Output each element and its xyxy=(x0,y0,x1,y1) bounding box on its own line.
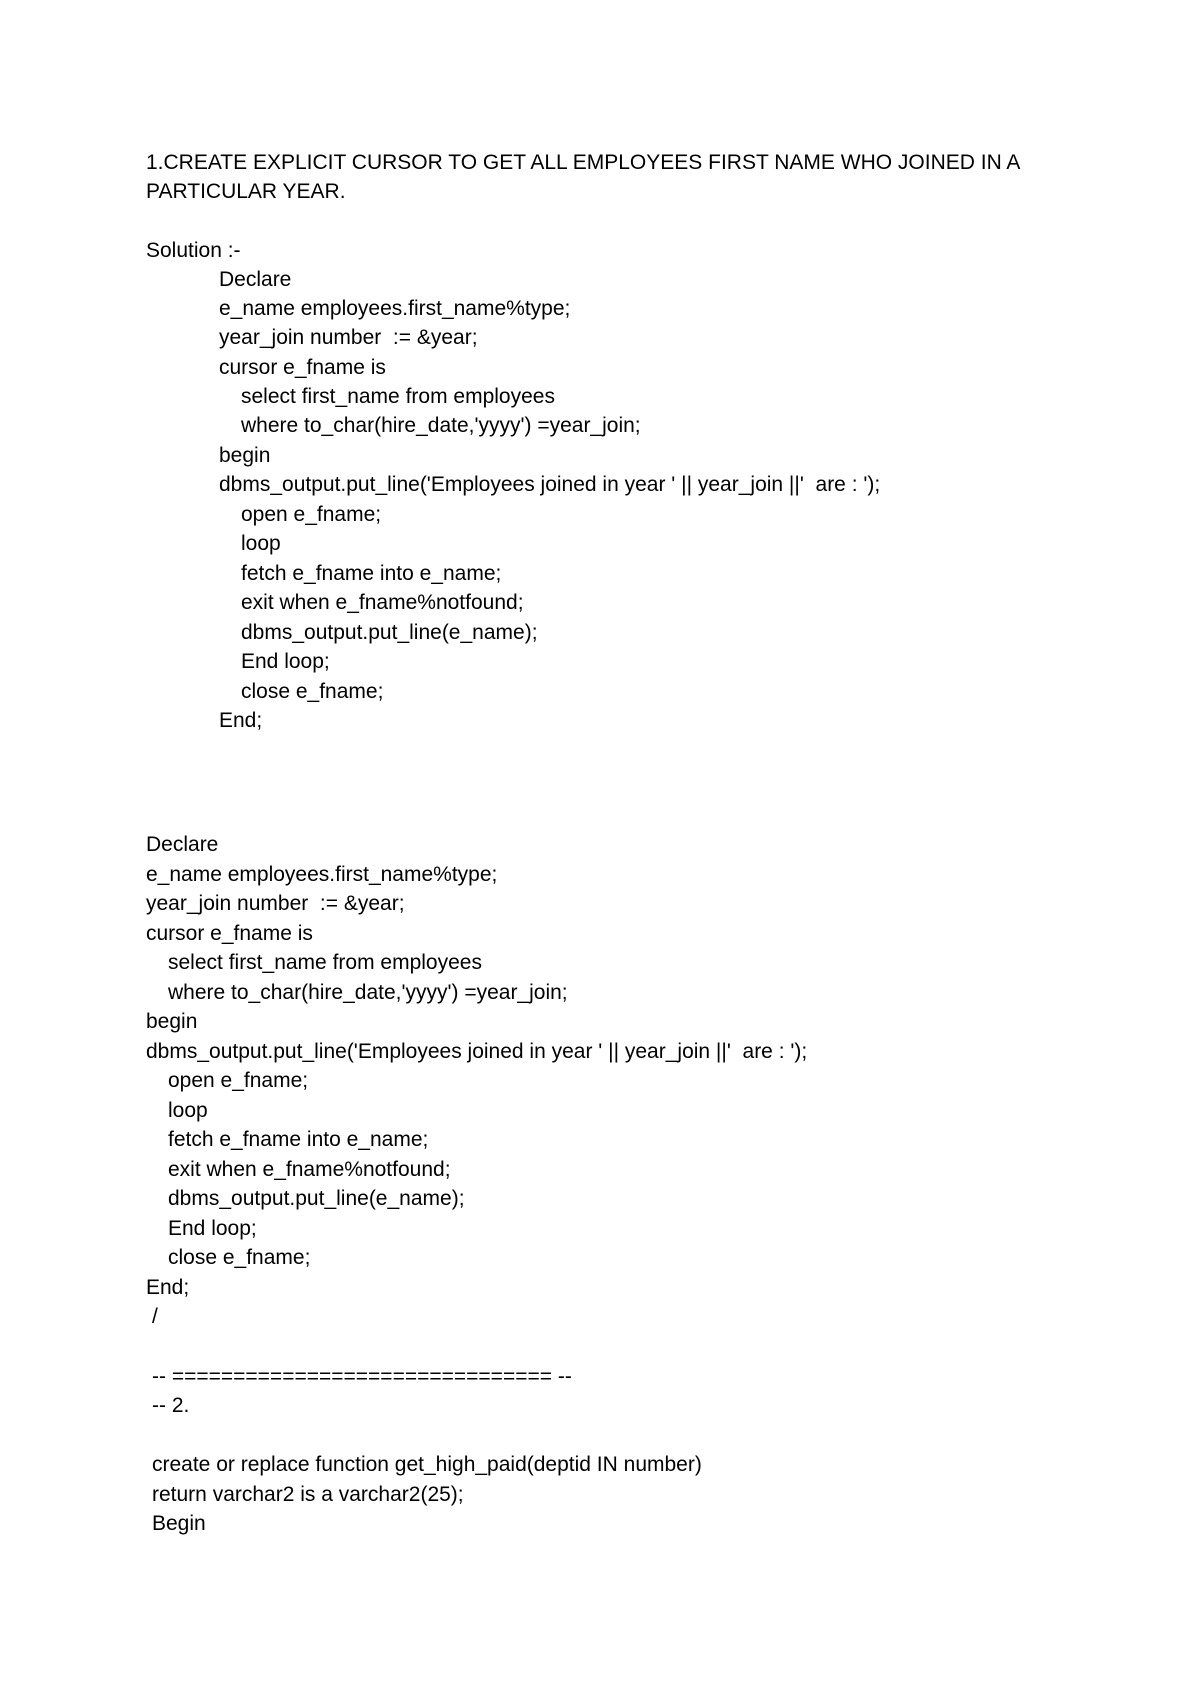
solution-label: Solution :- xyxy=(146,239,241,262)
code-line: where to_char(hire_date,'yyyy') =year_join; xyxy=(168,981,568,1004)
code-line: End; xyxy=(146,1276,190,1299)
code-line: loop xyxy=(168,1099,208,1122)
code-line: close e_fname; xyxy=(241,680,384,703)
code-line: -- 2. xyxy=(152,1394,190,1417)
code-line: exit when e_fname%notfound; xyxy=(241,591,524,614)
code-line: fetch e_fname into e_name; xyxy=(168,1128,429,1151)
code-line: cursor e_fname is xyxy=(219,356,386,379)
code-line: select first_name from employees xyxy=(168,951,482,974)
code-line: fetch e_fname into e_name; xyxy=(241,562,502,585)
code-line: open e_fname; xyxy=(168,1069,309,1092)
code-line: loop xyxy=(241,532,281,555)
code-line: year_join number := &year; xyxy=(146,892,405,915)
code-line: / xyxy=(152,1305,158,1328)
code-line: -- =============================== -- xyxy=(152,1365,572,1388)
code-line: dbms_output.put_line(e_name); xyxy=(168,1187,465,1210)
heading-line-2: PARTICULAR YEAR. xyxy=(146,180,346,203)
code-line: e_name employees.first_name%type; xyxy=(219,297,571,320)
code-line: End loop; xyxy=(168,1217,257,1240)
code-line: begin xyxy=(219,444,271,467)
code-line: create or replace function get_high_paid(deptid IN number) xyxy=(152,1453,702,1476)
code-line: Declare xyxy=(219,268,292,291)
code-line: close e_fname; xyxy=(168,1246,311,1269)
heading-line-1: 1.CREATE EXPLICIT CURSOR TO GET ALL EMPLOYEES FIRST NAME WHO JOINED IN A xyxy=(146,151,1021,174)
code-line: exit when e_fname%notfound; xyxy=(168,1158,451,1181)
code-line: begin xyxy=(146,1010,198,1033)
code-line: End; xyxy=(219,709,263,732)
code-line: e_name employees.first_name%type; xyxy=(146,863,498,886)
code-line: dbms_output.put_line(e_name); xyxy=(241,621,538,644)
code-line: End loop; xyxy=(241,650,330,673)
code-line: Declare xyxy=(146,833,219,856)
code-line: cursor e_fname is xyxy=(146,922,313,945)
code-line: where to_char(hire_date,'yyyy') =year_join; xyxy=(241,414,641,437)
code-line: dbms_output.put_line('Employees joined in year ' || year_join ||' are : '); xyxy=(146,1040,808,1063)
code-line: Begin xyxy=(152,1512,206,1535)
code-line: dbms_output.put_line('Employees joined in year ' || year_join ||' are : '); xyxy=(219,473,881,496)
code-line: return varchar2 is a varchar2(25); xyxy=(152,1483,464,1506)
code-line: select first_name from employees xyxy=(241,385,555,408)
code-line: open e_fname; xyxy=(241,503,382,526)
code-line: year_join number := &year; xyxy=(219,326,478,349)
